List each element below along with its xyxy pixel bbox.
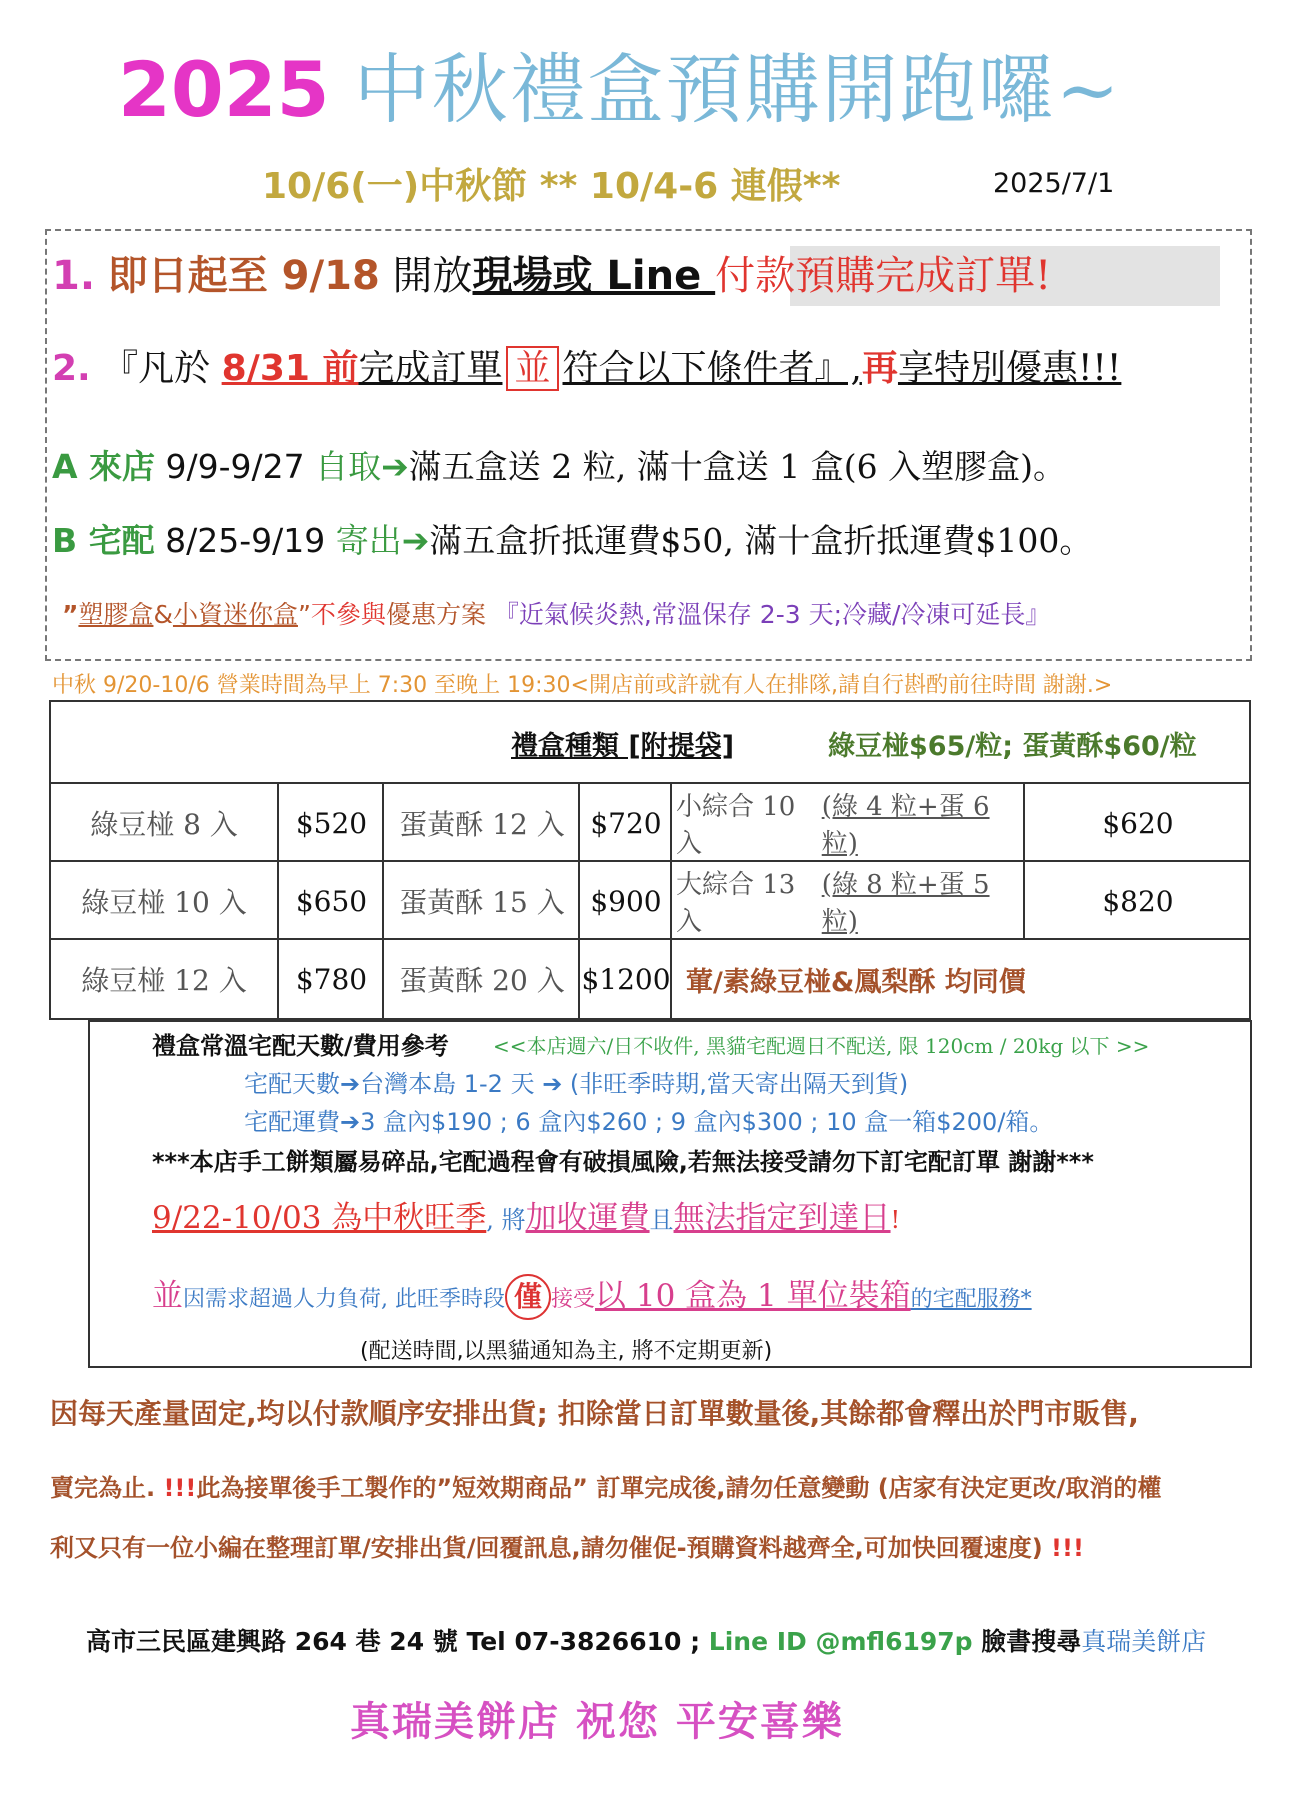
closing-greeting: 真瑞美餅店 祝您 平安喜樂: [350, 1699, 844, 1745]
shipping-title: 禮盒常溫宅配天數/費用參考: [152, 1032, 449, 1060]
fragile-warning: ***本店手工餅類屬易碎品,宅配過程會有破損風險,若無法接受請勿下訂宅配訂單 謝謝***: [152, 1148, 1094, 1176]
table-row: 綠豆椪 12 入 $780 蛋黃酥 20 入 $1200 葷/素綠豆椪&鳳梨酥 均同價: [51, 938, 1249, 1018]
exclusion-note: ”塑膠盒&小資迷你盒”不參與優惠方案 『近氣候炎熱,常溫保存 2-3 天;冷藏/冷凍可延長』: [62, 600, 1051, 629]
only-badge: 僅: [505, 1274, 551, 1320]
promo-line-2: 2. 『凡於 8/31 前完成訂單 並 符合以下條件者』,再享特別優惠!!!: [52, 347, 1122, 389]
title-text: 中秋禮盒預購開跑囉~: [353, 45, 1122, 134]
shipping-title-note: <<本店週六/日不收件, 黑貓宅配週日不配送, 限 120cm / 20kg 以下 >>: [493, 1034, 1150, 1058]
table-row: 綠豆椪 8 入 $520 蛋黃酥 12 入 $720 小綜合 10 入 (綠 4 粒+蛋 6 粒) $620: [51, 782, 1249, 862]
holiday-subtitle: 10/6(一)中秋節 ** 10/4-6 連假**: [262, 166, 841, 207]
title-year: 2025: [118, 45, 330, 134]
peak-season-notice: 9/22-10/03 為中秋旺季, 將加收運費且無法指定到達日!: [152, 1200, 901, 1236]
arrow-icon: ➔: [401, 521, 430, 560]
peak-season-limit: 並因需求超過人力負荷, 此旺季時段 僅 接受以 10 盒為 1 單位裝箱的宅配服務*: [152, 1270, 1032, 1320]
table-header-label: 禮盒種類 [附提袋]: [511, 731, 735, 762]
page-title: [118, 40, 1121, 140]
offer-a: A 來店 9/9-9/27 自取➔滿五盒送 2 粒, 滿十盒送 1 盒(6 入塑膠盒)。: [52, 447, 1066, 486]
table-header: [51, 702, 1249, 782]
shipping-fees: 宅配運費➔3 盒內$190 ; 6 盒內$260 ; 9 盒內$300 ; 10 盒一箱$200/箱。: [244, 1108, 1054, 1136]
arrow-icon: ➔: [381, 447, 409, 486]
shipping-days: 宅配天數➔台灣本島 1-2 天 ➔ (非旺季時期,當天寄出隔天到貨): [244, 1070, 909, 1098]
price-table: [49, 700, 1251, 1020]
policy-line-1: 因每天產量固定,均以付款順序安排出貨; 扣除當日訂單數量後,其餘都會釋出於門市販售,: [50, 1397, 1139, 1430]
table-header-unit-price: 綠豆椪$65/粒; 蛋黃酥$60/粒: [828, 731, 1197, 762]
table-row: 綠豆椪 10 入 $650 蛋黃酥 15 入 $900 大綜合 13 入 (綠 8 粒+蛋 5 粒) $820: [51, 860, 1249, 940]
delivery-time-note: (配送時間,以黑貓通知為主, 將不定期更新): [360, 1339, 773, 1364]
policy-line-3: 利又只有一位小編在整理訂單/安排出貨/回覆訊息,請勿催促-預購資料越齊全,可加快回覆速度) !!!: [50, 1534, 1084, 1562]
offer-b: B 宅配 8/25-9/19 寄出➔滿五盒折抵運費$50, 滿十盒折抵運費$100。: [52, 521, 1093, 560]
promo-line-1: 1. 即日起至 9/18 開放現場或 Line 付款預購完成訂單!: [52, 253, 1052, 299]
store-name: 真瑞美餅店: [1081, 1627, 1207, 1656]
business-hours: 中秋 9/20-10/6 營業時間為早上 7:30 至晚上 19:30<開店前或許就有人在排隊,請自行斟酌前往時間 謝謝.>: [52, 673, 1113, 698]
issue-date: 2025/7/1: [993, 168, 1115, 199]
line-id: Line ID @mfl6197p: [708, 1627, 973, 1656]
policy-line-2: 賣完為止. !!!此為接單後手工製作的”短效期商品” 訂單完成後,請勿任意變動 (店家有決定更改/取消的權: [50, 1474, 1162, 1502]
store-address: 高市三民區建興路 264 巷 24 號 Tel 07-3826610 ; Line ID @mfl6197p 臉書搜尋真瑞美餅店: [86, 1627, 1207, 1656]
